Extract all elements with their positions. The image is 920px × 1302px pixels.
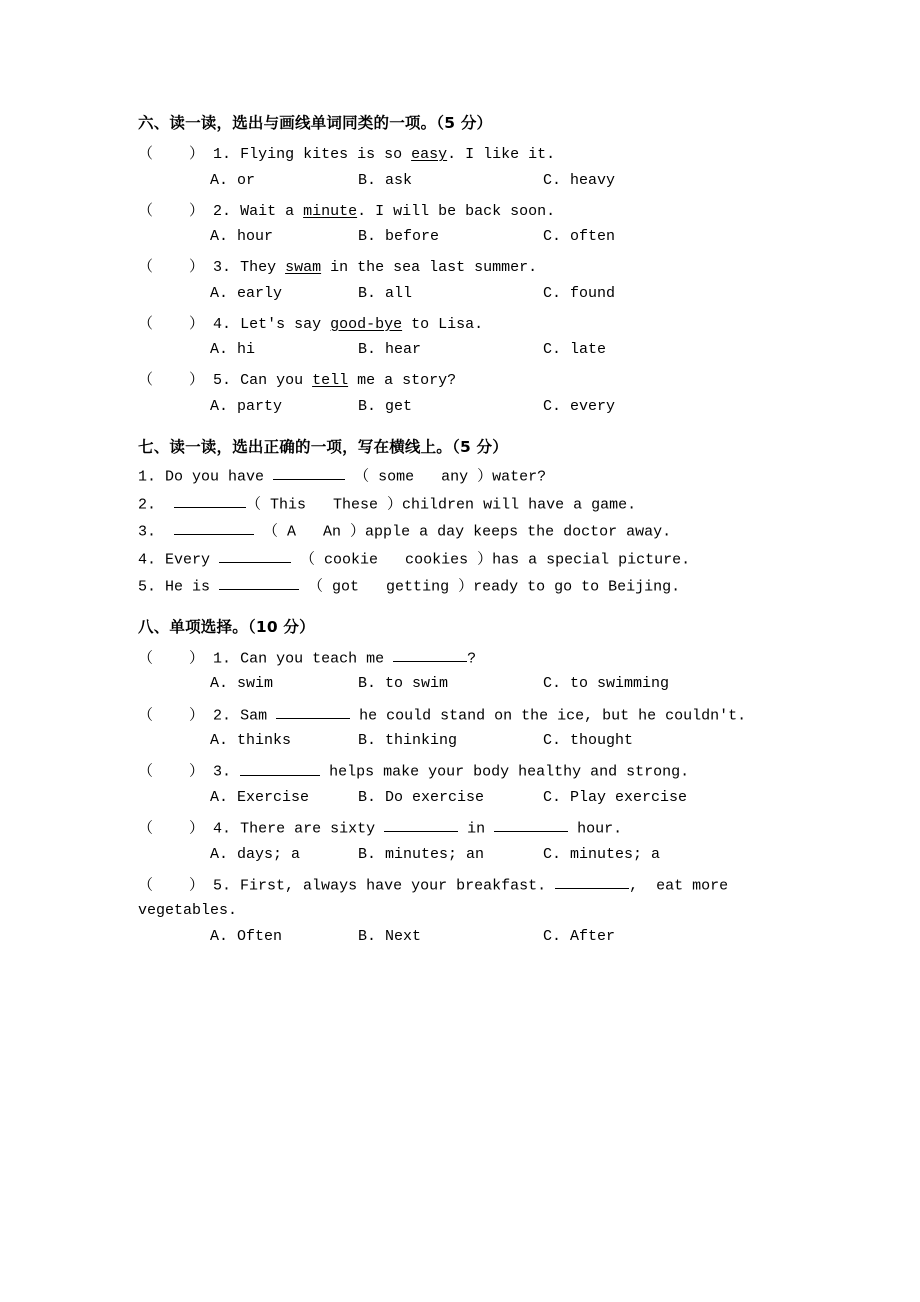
question-text: Flying kites is so [240,146,412,164]
option-c[interactable]: C. late [543,341,607,358]
question-number: 2. [213,706,232,724]
options-6-2 [138,225,838,248]
question-8-1 [138,647,838,671]
option-a[interactable]: A. swim [210,675,274,693]
question-text-tail: helps make your body healthy and strong. [320,763,690,781]
question-choices: （ A An ）apple a day keeps the doctor away. [263,523,672,541]
question-number: 5. [213,877,232,895]
underlined-word: easy [411,146,448,164]
option-b[interactable]: B. ask [358,171,413,189]
option-a[interactable]: A. thinks [210,732,292,750]
blank-field[interactable] [219,548,291,563]
question-text: First, always have your breakfast. [231,877,556,895]
question-text-tail: , eat more [629,877,729,895]
question-6-3 [138,256,838,279]
question-text-tail: in the sea last summer. [321,259,538,277]
options-6-5 [138,395,838,418]
option-b[interactable]: B. get [358,397,413,415]
question-8-5 [138,874,838,898]
question-7-5 [138,575,838,600]
options-6-3 [138,282,838,305]
question-text [156,496,174,513]
question-number: 2. [213,202,232,220]
option-b[interactable]: B. minutes; an [358,845,485,863]
question-8-2 [138,704,838,728]
answer-bracket[interactable]: （ ） [138,315,205,333]
question-text: They [240,259,286,277]
question-text-mid: in [458,820,495,838]
question-number: 5. [138,578,157,596]
answer-bracket[interactable]: （ ） [138,820,205,838]
option-b[interactable]: B. all [358,284,413,302]
question-8-3 [138,760,838,784]
option-c[interactable]: C. minutes; a [543,845,661,863]
option-b[interactable]: B. to swim [358,675,449,693]
question-text: Let's say [240,315,331,333]
question-number: 4. [213,315,232,333]
option-c[interactable]: C. Play exercise [543,788,688,806]
question-6-2 [138,200,838,223]
question-text: Can you [240,372,313,390]
blank-field[interactable] [276,704,350,719]
question-8-4 [138,817,838,841]
options-8-5 [138,925,838,948]
question-choices: （ some any ）water? [354,468,547,486]
question-7-2 [138,493,838,518]
section-7-heading: 七、读一读，选出正确的一项，写在横线上。（5 分） [138,437,508,456]
blank-field[interactable] [393,647,467,662]
question-7-1 [138,465,838,490]
answer-bracket[interactable]: （ ） [138,146,205,164]
question-number: 3. [138,523,157,541]
option-c[interactable]: C. often [543,228,616,245]
option-a[interactable]: A. or [210,171,256,189]
question-text-tail: to Lisa. [402,315,484,333]
question-number: 3. [213,259,232,277]
option-c[interactable]: C. to swimming [543,675,670,693]
question-text-tail: me a story? [348,372,457,390]
answer-bracket[interactable]: （ ） [138,372,205,390]
question-7-3 [138,520,838,545]
question-text: Do you have [156,468,274,486]
question-number: 1. [213,650,232,668]
option-a[interactable]: A. days; a [210,845,301,863]
underlined-word: minute [303,202,358,220]
option-b[interactable]: B. thinking [358,732,458,750]
answer-bracket[interactable]: （ ） [138,202,205,220]
question-text-tail: he could stand on the ice, but he couldn't. [350,706,747,724]
question-text-tail: . I will be back soon. [357,202,556,220]
blank-field[interactable] [174,520,254,535]
answer-bracket[interactable]: （ ） [138,877,205,895]
blank-field[interactable] [240,760,320,775]
section-7 [138,436,838,600]
question-number: 3. [213,763,232,781]
blank-field-2[interactable] [494,817,568,832]
option-a[interactable]: A. hour [210,228,274,245]
worksheet-content [138,112,838,952]
blank-field[interactable] [555,874,629,889]
question-choices: （ This These ）children will have a game. [246,495,637,513]
question-text: Sam [240,706,277,724]
question-choices: （ got getting ）ready to go to Beijing. [308,578,681,596]
question-number: 4. [213,820,232,838]
answer-bracket[interactable]: （ ） [138,706,205,724]
question-text: There are sixty [240,820,385,838]
answer-bracket[interactable]: （ ） [138,650,205,668]
question-number: 5. [213,372,232,390]
question-7-4 [138,548,838,573]
question-6-1 [138,143,838,166]
options-8-2 [138,729,838,752]
question-number: 1. [213,146,232,164]
option-c[interactable]: C. thought [543,732,634,750]
blank-field[interactable] [219,575,299,590]
section-8-heading: 八、单项选择。（10 分） [138,617,315,636]
section-8 [138,616,838,948]
option-a[interactable]: A. party [210,397,283,415]
options-8-3 [138,786,838,809]
question-6-4 [138,313,838,336]
options-6-4 [138,338,838,361]
option-c[interactable]: C. every [543,397,616,415]
question-text [156,523,174,540]
option-c[interactable]: C. heavy [543,171,616,189]
option-c[interactable]: C. After [543,927,616,945]
blank-field[interactable] [384,817,458,832]
question-8-5-wrap: vegetables. [138,902,238,920]
option-a[interactable]: A. Often [210,927,283,945]
question-choices: （ cookie cookies ）has a special picture. [300,550,691,568]
question-text-tail: . I like it. [447,146,556,164]
section-6 [138,112,838,418]
underlined-word: tell [312,372,349,390]
blank-field[interactable] [174,493,246,508]
question-6-5 [138,369,838,392]
section-6-heading: 六、读一读，选出与画线单词同类的一项。（5 分） [138,114,493,132]
option-a[interactable]: A. early [210,284,283,302]
option-c[interactable]: C. found [543,284,616,302]
question-number: 1. [138,468,157,486]
option-b[interactable]: B. Do exercise [358,788,485,806]
underlined-word: swam [285,259,322,277]
question-text: Wait a [240,202,304,220]
question-text: Every [156,550,220,568]
question-text-tail: ? [467,650,477,668]
option-a[interactable]: A. Exercise [210,788,310,806]
option-b[interactable]: B. before [358,228,440,245]
question-number: 2. [138,495,157,513]
question-text: Can you teach me [240,650,394,668]
question-text-tail: hour. [568,820,623,838]
blank-field[interactable] [273,465,345,480]
options-8-4 [138,843,838,866]
option-b[interactable]: B. Next [358,927,422,945]
option-b[interactable]: B. hear [358,341,422,358]
underlined-word: good-bye [330,315,403,333]
options-8-1 [138,672,838,695]
option-a[interactable]: A. hi [210,341,256,358]
question-number: 4. [138,550,157,568]
answer-bracket[interactable]: （ ） [138,259,205,277]
question-text: He is [156,578,220,596]
options-6-1 [138,169,838,192]
answer-bracket[interactable]: （ ） [138,763,205,781]
